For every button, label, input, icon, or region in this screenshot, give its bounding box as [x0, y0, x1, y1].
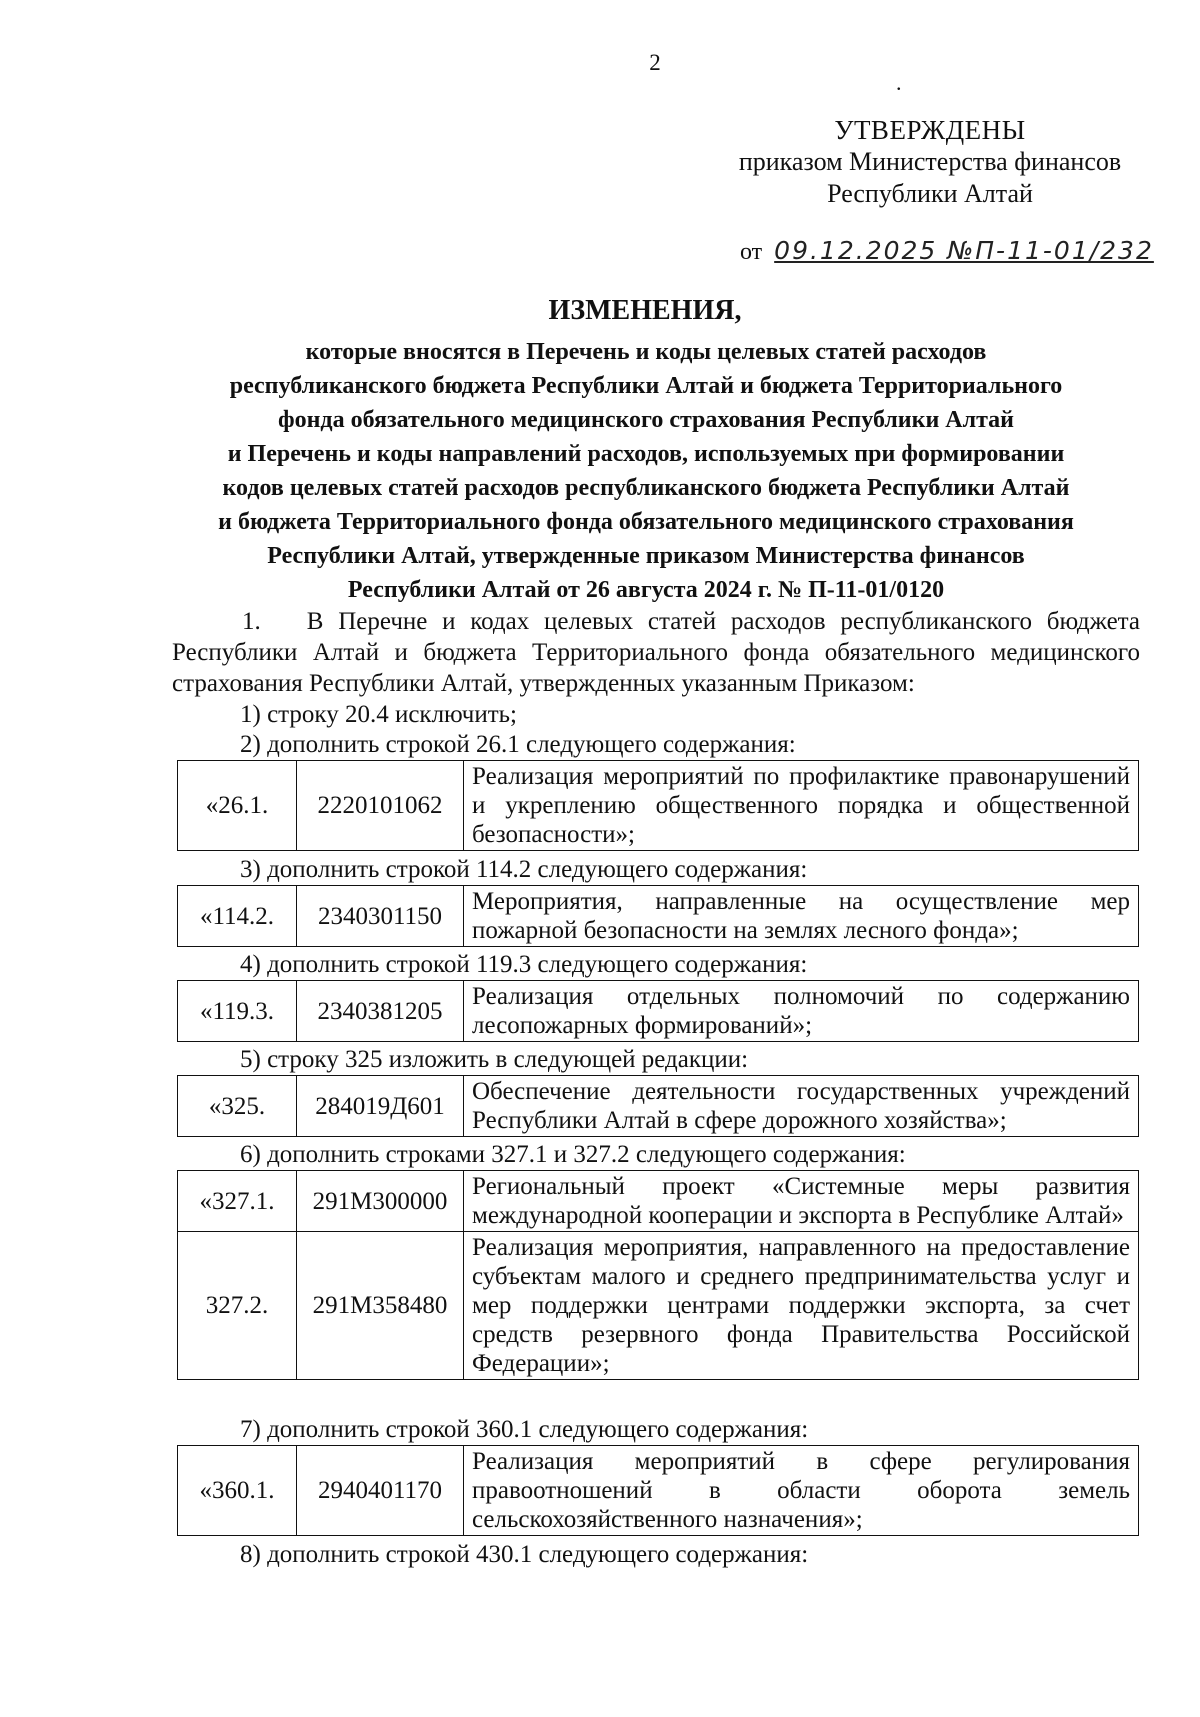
table-row-325 — [177, 1075, 1139, 1137]
subtitle-line: и бюджета Территориального фонда обязательного медицинского страхования — [218, 509, 1074, 535]
subtitle-line: и Перечень и коды направлений расходов, используемых при формировании — [227, 441, 1065, 467]
table-row — [178, 761, 1139, 851]
paragraph-number: 1. — [242, 608, 261, 635]
row-text: Реализация мероприятия, направленного на предоставление субъектам малого и среднего предпринимательства услуг и мер поддержки центрами поддержки экспорта, за счет средств резервного фонда Правительства Российской Федерации»; — [464, 1232, 1139, 1380]
page-number: 2 — [649, 50, 661, 75]
table-row — [178, 1446, 1139, 1536]
list-item: 6) дополнить строками 327.1 и 327.2 следующего содержания: — [240, 1141, 906, 1168]
table-row — [178, 1232, 1139, 1380]
list-item: 2) дополнить строкой 26.1 следующего содержания: — [240, 731, 796, 758]
document-subtitle — [186, 335, 1106, 607]
subtitle-line: фонда обязательного медицинского страхования Республики Алтай — [278, 407, 1014, 433]
row-number: «325. — [178, 1076, 297, 1137]
row-text: Реализация отдельных полномочий по содержанию лесопожарных формирований»; — [464, 981, 1139, 1042]
row-number: «114.2. — [178, 886, 297, 947]
paragraph-text: В Перечне и кодах целевых статей расходов республиканского бюджета Республики Алтай и бюджета Территориального фонда обязательного медицинского страхования Республики Алтай, утвержденных указанным Приказом: — [172, 608, 1140, 697]
table-row-114-2 — [177, 885, 1139, 947]
row-code: 2940401170 — [297, 1446, 464, 1536]
table-row — [178, 1076, 1139, 1137]
table-row — [178, 1171, 1139, 1232]
row-text: Реализация мероприятий в сфере регулирования правоотношений в области оборота земель сельскохозяйственного назначения»; — [464, 1446, 1139, 1536]
subtitle-line: кодов целевых статей расходов республиканского бюджета Республики Алтай — [222, 475, 1070, 501]
approval-line2: Республики Алтай — [827, 179, 1033, 208]
row-number: «360.1. — [178, 1446, 297, 1536]
list-item: 4) дополнить строкой 119.3 следующего содержания: — [240, 951, 808, 978]
approval-line1: приказом Министерства финансов — [738, 147, 1122, 176]
row-number: 327.2. — [178, 1232, 297, 1380]
row-text: Обеспечение деятельности государственных учреждений Республики Алтай в сфере дорожного хозяйства»; — [464, 1076, 1139, 1137]
approval-approved: УТВЕРЖДЕНЫ — [834, 115, 1026, 145]
row-code: 284019Д601 — [297, 1076, 464, 1137]
row-text: Мероприятия, направленные на осуществление мер пожарной безопасности на землях лесного фонда»; — [464, 886, 1139, 947]
row-code: 2220101062 — [297, 761, 464, 851]
subtitle-line: Республики Алтай от 26 августа 2024 г. № П-11-01/0120 — [347, 577, 945, 603]
list-item: 3) дополнить строкой 114.2 следующего содержания: — [240, 856, 808, 883]
row-number: «327.1. — [178, 1171, 297, 1232]
order-prefix: от — [740, 239, 763, 265]
list-item: 8) дополнить строкой 430.1 следующего содержания: — [240, 1541, 809, 1568]
subtitle-line: которые вносятся в Перечень и коды целевых статей расходов — [305, 339, 987, 365]
row-code: 2340301150 — [297, 886, 464, 947]
table-row — [178, 886, 1139, 947]
list-item: 1) строку 20.4 исключить; — [240, 701, 517, 728]
order-line — [740, 236, 1154, 266]
row-code: 291М300000 — [297, 1171, 464, 1232]
table-row-360-1 — [177, 1445, 1139, 1536]
subtitle-line: Республики Алтай, утвержденные приказом Министерства финансов — [267, 543, 1025, 569]
row-number: «119.3. — [178, 981, 297, 1042]
row-text: Реализация мероприятий по профилактике правонарушений и укреплению общественного порядка и общественной безопасности»; — [464, 761, 1139, 851]
order-handwritten: 09.12.2025 №П-11-01/232 — [774, 236, 1154, 265]
document-title: ИЗМЕНЕНИЯ, — [548, 295, 742, 326]
row-code: 291М358480 — [297, 1232, 464, 1380]
row-number: «26.1. — [178, 761, 297, 851]
table-row-26-1 — [177, 760, 1139, 851]
row-text: Региональный проект «Системные меры развития международной кооперации и экспорта в Республике Алтай» — [464, 1171, 1139, 1232]
list-item: 5) строку 325 изложить в следующей редакции: — [240, 1046, 749, 1073]
table-row-119-3 — [177, 980, 1139, 1042]
list-item: 7) дополнить строкой 360.1 следующего содержания: — [240, 1416, 809, 1443]
paragraph-1 — [172, 606, 1140, 699]
table-rows-327 — [177, 1170, 1139, 1380]
approval-block — [720, 114, 1140, 210]
table-row — [178, 981, 1139, 1042]
subtitle-line: республиканского бюджета Республики Алтай и бюджета Территориального — [229, 373, 1063, 399]
row-code: 2340381205 — [297, 981, 464, 1042]
page-dot: . — [896, 70, 902, 95]
